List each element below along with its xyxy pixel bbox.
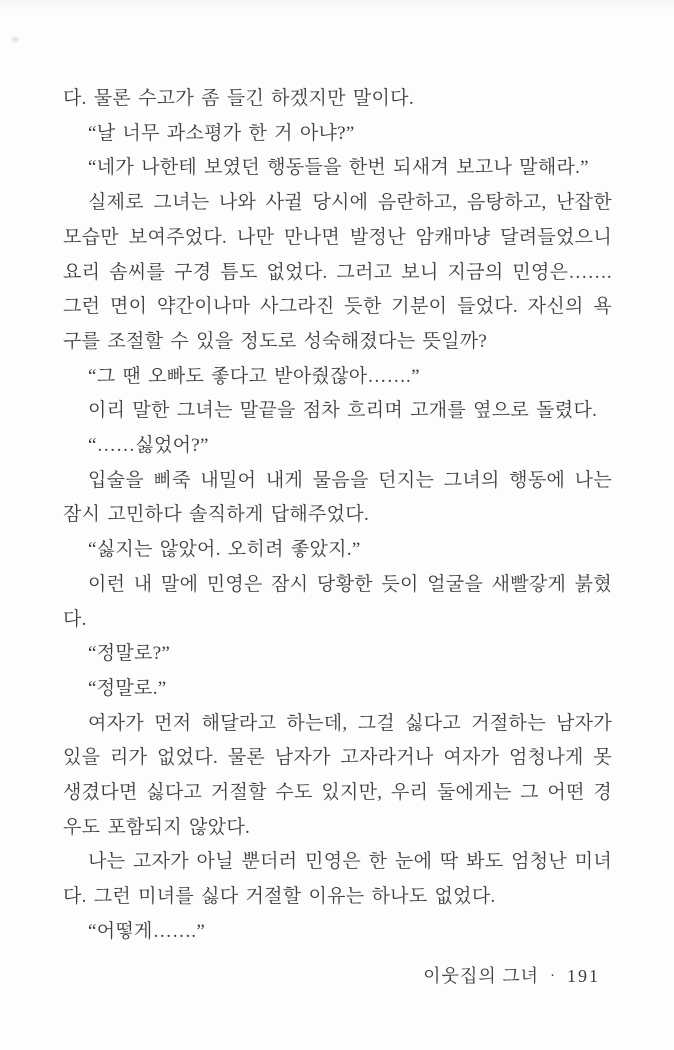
text-line: “그 땐 오빠도 좋다고 받아줬잖아…….” xyxy=(88,365,420,387)
text-line: 여자가 먼저 해달라고 하는데, 그걸 싫다고 거절하는 남자가 xyxy=(88,712,612,734)
text-line: 구를 조절할 수 있을 정도로 성숙해졌다는 뜻일까? xyxy=(63,330,488,352)
text-line: 있을 리가 없었다. 물론 남자가 고자라거나 여자가 엄청나게 못 xyxy=(63,747,612,769)
page-number: 191 xyxy=(567,965,600,986)
text-line: “정말로?” xyxy=(88,643,171,665)
text-line: 잠시 고민하다 솔직하게 답해주었다. xyxy=(63,504,370,526)
footer-separator-dot: · xyxy=(550,967,556,984)
scan-artifact xyxy=(12,37,19,42)
text-line: 실제로 그녀는 나와 사귈 당시에 음란하고, 음탕하고, 난잡한 xyxy=(88,192,612,214)
text-line: 생겼다면 싫다고 거절할 수도 있지만, 우리 둘에게는 그 어떤 경 xyxy=(63,782,612,804)
text-line: “싫지는 않았어. 오히려 좋았지.” xyxy=(88,539,361,561)
text-line: 이리 말한 그녀는 말끝을 점차 흐리며 고개를 옆으로 돌렸다. xyxy=(88,400,598,422)
text-line: 다. 그런 미녀를 싫다 거절할 이유는 하나도 없었다. xyxy=(63,886,496,908)
text-line: “정말로.” xyxy=(88,677,167,699)
text-line: 나는 고자가 아닐 뿐더러 민영은 한 눈에 딱 봐도 엄청난 미녀 xyxy=(88,851,612,873)
text-line: “어떻게…….” xyxy=(88,920,206,942)
text-line: 다. xyxy=(63,608,87,630)
text-line: “……싫었어?” xyxy=(88,435,209,457)
page-footer xyxy=(63,964,612,988)
text-line: 다. 물론 수고가 좀 들긴 하겠지만 말이다. xyxy=(63,88,414,109)
text-line: “날 너무 과소평가 한 거 아냐?” xyxy=(88,122,355,144)
text-line: 우도 포함되지 않았다. xyxy=(63,816,251,838)
text-line: 요리 솜씨를 구경 틈도 없었다. 그러고 보니 지금의 민영은……. xyxy=(63,261,612,283)
text-block xyxy=(63,82,612,950)
text-line: 입술을 삐죽 내밀어 내게 물음을 던지는 그녀의 행동에 나는 xyxy=(88,469,612,491)
text-line: 이런 내 말에 민영은 잠시 당황한 듯이 얼굴을 새빨갛게 붉혔 xyxy=(88,573,612,595)
book-title: 이웃집의 그녀 xyxy=(423,965,539,986)
text-line: “네가 나한테 보였던 행동들을 한번 되새겨 보고나 말해라.” xyxy=(88,157,589,179)
text-line: 그런 면이 약간이나마 사그라진 듯한 기분이 들었다. 자신의 욕 xyxy=(63,296,612,318)
text-line: 모습만 보여주었다. 나만 만나면 발정난 암캐마냥 달려들었으니 xyxy=(63,226,612,248)
